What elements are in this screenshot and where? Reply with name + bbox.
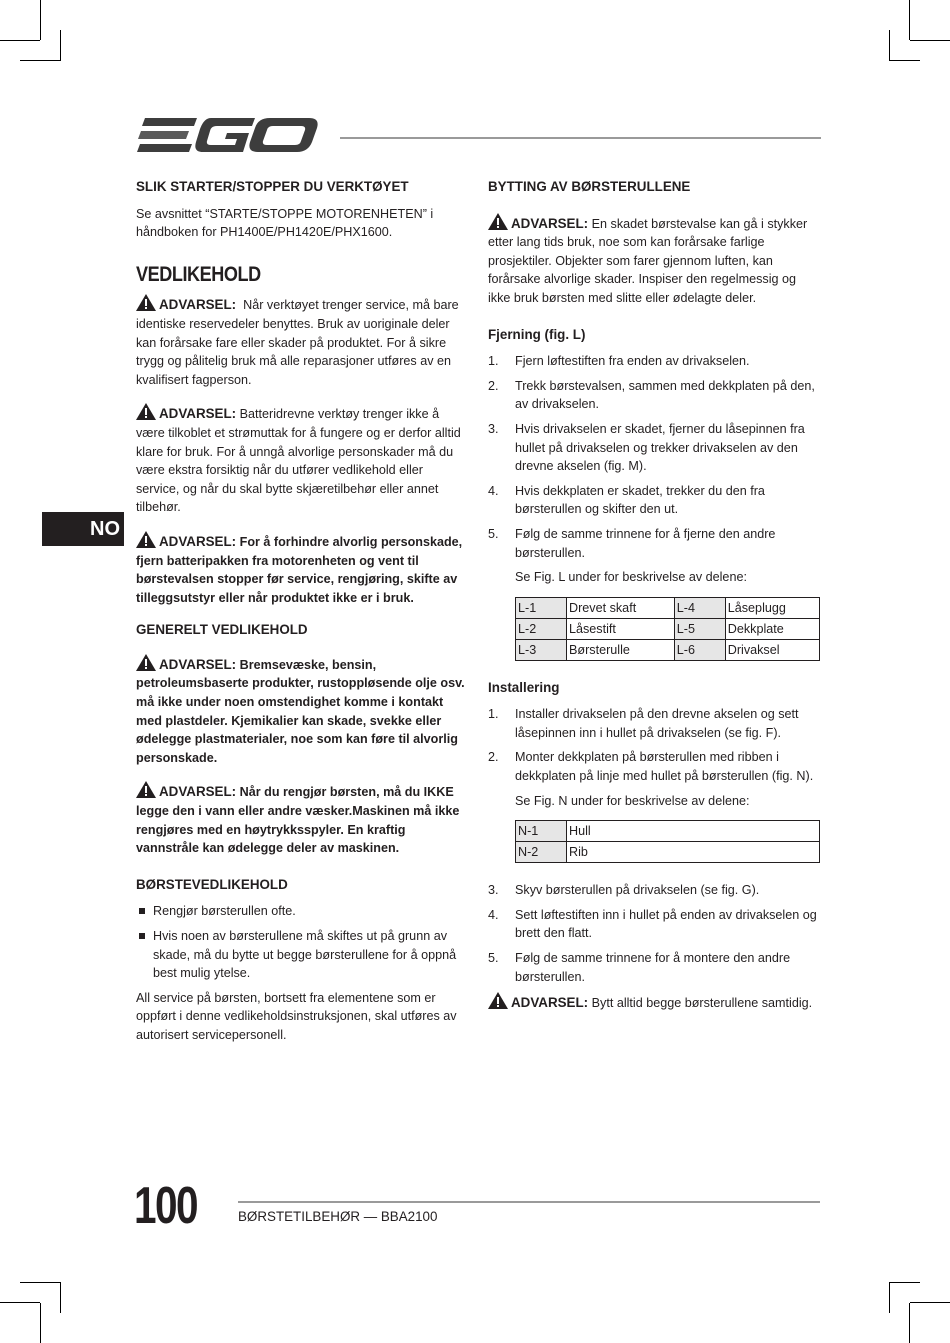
warning-icon	[136, 781, 156, 798]
list-item	[488, 525, 820, 562]
fig-n-caption: Se Fig. N under for beskrivelse av delene:	[515, 793, 750, 808]
warning-text: Bremsevæske, bensin, petroleumsbaserte produkter, rustoppløsende olje osv. må ikke under noen omstendighet komme i kontakt med plastdeler. Kjemikalier kan skade, svekke eller ødelegge plastmaterialer, noe som kan føre til alvorlig personskade.	[136, 657, 465, 765]
warning-paragraph	[136, 654, 468, 768]
table-cell: N-1	[516, 821, 567, 842]
general-maintenance-heading: GENERELT VEDLIKEHOLD	[136, 622, 308, 638]
list-item	[488, 705, 820, 742]
table-cell: L-2	[516, 618, 567, 639]
list-item	[488, 352, 820, 371]
step-text: Følg de samme trinnene for å montere den andre børsterullen.	[515, 951, 791, 984]
step-number: 5.	[488, 526, 499, 541]
table-cell: Rib	[567, 842, 820, 863]
step-text: Monter dekkplaten på børsterullen med ribben i dekkplaten på linje med hullet på børsterullen (fig. N).	[515, 750, 814, 784]
crop-mark	[40, 0, 41, 40]
warning-icon	[136, 531, 156, 548]
table-row	[516, 618, 820, 639]
warning-paragraph	[136, 781, 468, 857]
warning-text: Når du rengjør børsten, må du IKKE legge den i vann eller andre væsker.Maskinen må ikke rengjøres med en høytrykksspyler. En kraftig vannstråle kan ødelegge deler av maskinen.	[136, 785, 460, 856]
step-text: Trekk børstevalsen, sammen med dekkplaten på den, av drivakselen.	[515, 378, 815, 412]
fig-n-parts-table	[515, 820, 820, 863]
crop-mark	[0, 40, 40, 41]
warning-label: ADVARSEL:	[511, 995, 589, 1011]
header-rule	[340, 137, 821, 139]
list-item	[488, 906, 820, 943]
table-cell: Låsestift	[567, 618, 675, 639]
table-cell: Drevet skaft	[567, 597, 675, 618]
list-item	[136, 927, 468, 983]
brush-bullet-list	[136, 902, 468, 982]
warning-text: Batteridrevne verktøy trenger ikke å være tilkoblet et strømuttak for å fungere og er derfor alltid klare for bruk. For å unngå alvorlige personskader må du være ekstra forsiktig når du utfører vedlikehold eller service, og når du skal bytte skjæretilbehør eller annet tilbehør.	[136, 407, 461, 515]
warning-icon	[136, 654, 156, 671]
table-row	[516, 842, 820, 863]
crop-mark	[20, 1282, 60, 1283]
bullet-square-icon	[139, 908, 145, 914]
warning-label: ADVARSEL:	[511, 215, 589, 231]
warning-text: Bytt alltid begge børsterullene samtidig.	[591, 996, 813, 1011]
crop-mark	[909, 1303, 910, 1343]
crop-mark	[909, 0, 910, 40]
removal-steps	[488, 352, 820, 562]
step-number: 2.	[488, 750, 499, 765]
table-cell: N-2	[516, 842, 567, 863]
warning-paragraph	[136, 531, 468, 607]
table-cell: L-4	[674, 597, 725, 618]
step-number: 1.	[488, 354, 499, 369]
crop-mark	[889, 1282, 890, 1313]
step-text: Sett løftestiften inn i hullet på enden av drivakselen og brett den flatt.	[515, 907, 817, 941]
warning-icon	[136, 294, 156, 311]
warning-paragraph	[136, 294, 468, 389]
table-row	[516, 597, 820, 618]
warning-text: Når verktøyet trenger service, må bare identiske reservedeler benyttes. Bruk av uoriginale deler kan forårsake fare eller skader på produktet. For å sikre trygg og pålitelig bruk må alle reparasjoner utføres av en kvalifisert fagperson.	[136, 298, 459, 387]
crop-mark	[889, 60, 920, 61]
crop-mark	[40, 1303, 41, 1343]
language-tab	[42, 512, 124, 546]
replace-rollers-heading: BYTTING AV BØRSTERULLENE	[488, 179, 691, 194]
crop-mark	[889, 1282, 920, 1283]
start-stop-heading: SLIK STARTER/STOPPER DU VERKTØYET	[136, 179, 409, 194]
warning-label: ADVARSEL:	[159, 533, 237, 549]
table-cell: Drivaksel	[725, 639, 819, 660]
crop-mark	[910, 1302, 950, 1303]
warning-paragraph	[488, 213, 820, 308]
footer-rule	[238, 1201, 820, 1203]
crop-mark	[60, 1282, 61, 1313]
step-number: 3.	[488, 883, 499, 898]
crop-mark	[889, 30, 890, 61]
bullet-square-icon	[139, 933, 145, 939]
crop-mark	[0, 1302, 40, 1303]
crop-mark	[20, 60, 60, 61]
step-text: Installer drivakselen på den drevne akselen og sett låsepinnen inn i hullet på drivakselen (se fig. F).	[515, 707, 799, 740]
install-steps-a	[488, 705, 820, 785]
warning-icon	[136, 403, 156, 420]
language-tab-label: NO	[90, 518, 120, 540]
footer-title: BØRSTETILBEHØR — BBA2100	[238, 1209, 438, 1224]
step-text: Fjern løftestiften fra enden av drivakselen.	[515, 354, 750, 369]
warning-label: ADVARSEL:	[159, 656, 237, 672]
table-cell: L-6	[674, 639, 725, 660]
table-cell: Hull	[567, 821, 820, 842]
fig-l-parts-table	[515, 597, 820, 661]
warning-label: ADVARSEL:	[159, 297, 237, 313]
right-column	[488, 178, 820, 1013]
warning-label: ADVARSEL:	[159, 406, 237, 422]
list-item-text: Hvis noen av børsterullene må skiftes ut på grunn av skade, må du bytte ut begge børsterullene for å oppnå best mulig ytelse.	[153, 929, 457, 981]
list-item-text: Rengjør børsterullen ofte.	[153, 904, 296, 919]
list-item	[488, 482, 820, 519]
table-row	[516, 821, 820, 842]
warning-paragraph	[136, 403, 468, 517]
removal-heading: Fjerning (fig. L)	[488, 326, 586, 342]
start-stop-text: Se avsnittet “STARTE/STOPPE MOTORENHETEN” i håndboken for PH1400E/PH1420E/PHX1600.	[136, 206, 434, 240]
step-number: 3.	[488, 421, 499, 436]
install-heading: Installering	[488, 679, 560, 695]
step-text: Følg de samme trinnene for å fjerne den andre børsterullen.	[515, 526, 776, 560]
install-steps-b	[488, 881, 820, 986]
warning-text: En skadet børstevalse kan gå i stykker etter lang tids bruk, noe som kan forårsake farlige prosjektiler. Objekter som farer gjennom luften, kan forårsake alvorlige skader. Inspiser den regelmessig og ikke bruk børsten med slitte eller ødelagte deler.	[488, 216, 808, 305]
step-text: Skyv børsterullen på drivakselen (se fig. G).	[515, 883, 760, 898]
step-number: 4.	[488, 907, 499, 922]
list-item	[488, 949, 820, 986]
list-item	[488, 881, 820, 900]
table-cell: L-5	[674, 618, 725, 639]
table-cell: Dekkplate	[725, 618, 819, 639]
table-row	[516, 639, 820, 660]
step-number: 5.	[488, 951, 499, 966]
list-item	[488, 420, 820, 476]
brush-maintenance-heading: BØRSTEVEDLIKEHOLD	[136, 876, 288, 892]
table-cell: L-3	[516, 639, 567, 660]
left-column	[136, 178, 468, 1045]
warning-icon	[488, 992, 508, 1009]
warning-icon	[488, 213, 508, 230]
brush-service-text: All service på børsten, bortsett fra elementene som er oppført i denne vedlikeholdsinstruksjonen, skal utføres av autorisert servicepersonell.	[136, 990, 457, 1042]
maintenance-heading: VEDLIKEHOLD	[136, 262, 261, 286]
warning-paragraph	[488, 992, 820, 1013]
list-item	[488, 377, 820, 414]
crop-mark	[910, 40, 950, 41]
ego-logo	[137, 112, 321, 158]
step-number: 1.	[488, 707, 499, 722]
step-number: 4.	[488, 483, 499, 498]
table-cell: Børsterulle	[567, 639, 675, 660]
step-text: Hvis drivakselen er skadet, fjerner du låsepinnen fra hullet på drivakselen og trekker drivakselen av den drevne akselen (fig. M).	[515, 421, 805, 474]
table-cell: Låseplugg	[725, 597, 819, 618]
table-cell: L-1	[516, 597, 567, 618]
page-number: 100	[134, 1177, 197, 1235]
crop-mark	[60, 30, 61, 61]
step-number: 2.	[488, 378, 499, 393]
step-text: Hvis dekkplaten er skadet, trekker du den fra børsterullen og skifter den ut.	[515, 483, 765, 517]
list-item	[488, 748, 820, 785]
warning-label: ADVARSEL:	[159, 784, 237, 800]
warning-text: For å forhindre alvorlig personskade, fjern batteripakken fra motorenheten og vent til børstevalsen stopper før service, rengjøring, skifte av tilleggsutstyr eller når produktet ikke er i bruk.	[136, 534, 463, 605]
list-item	[136, 902, 468, 921]
fig-l-caption: Se Fig. L under for beskrivelse av delene:	[515, 570, 747, 585]
